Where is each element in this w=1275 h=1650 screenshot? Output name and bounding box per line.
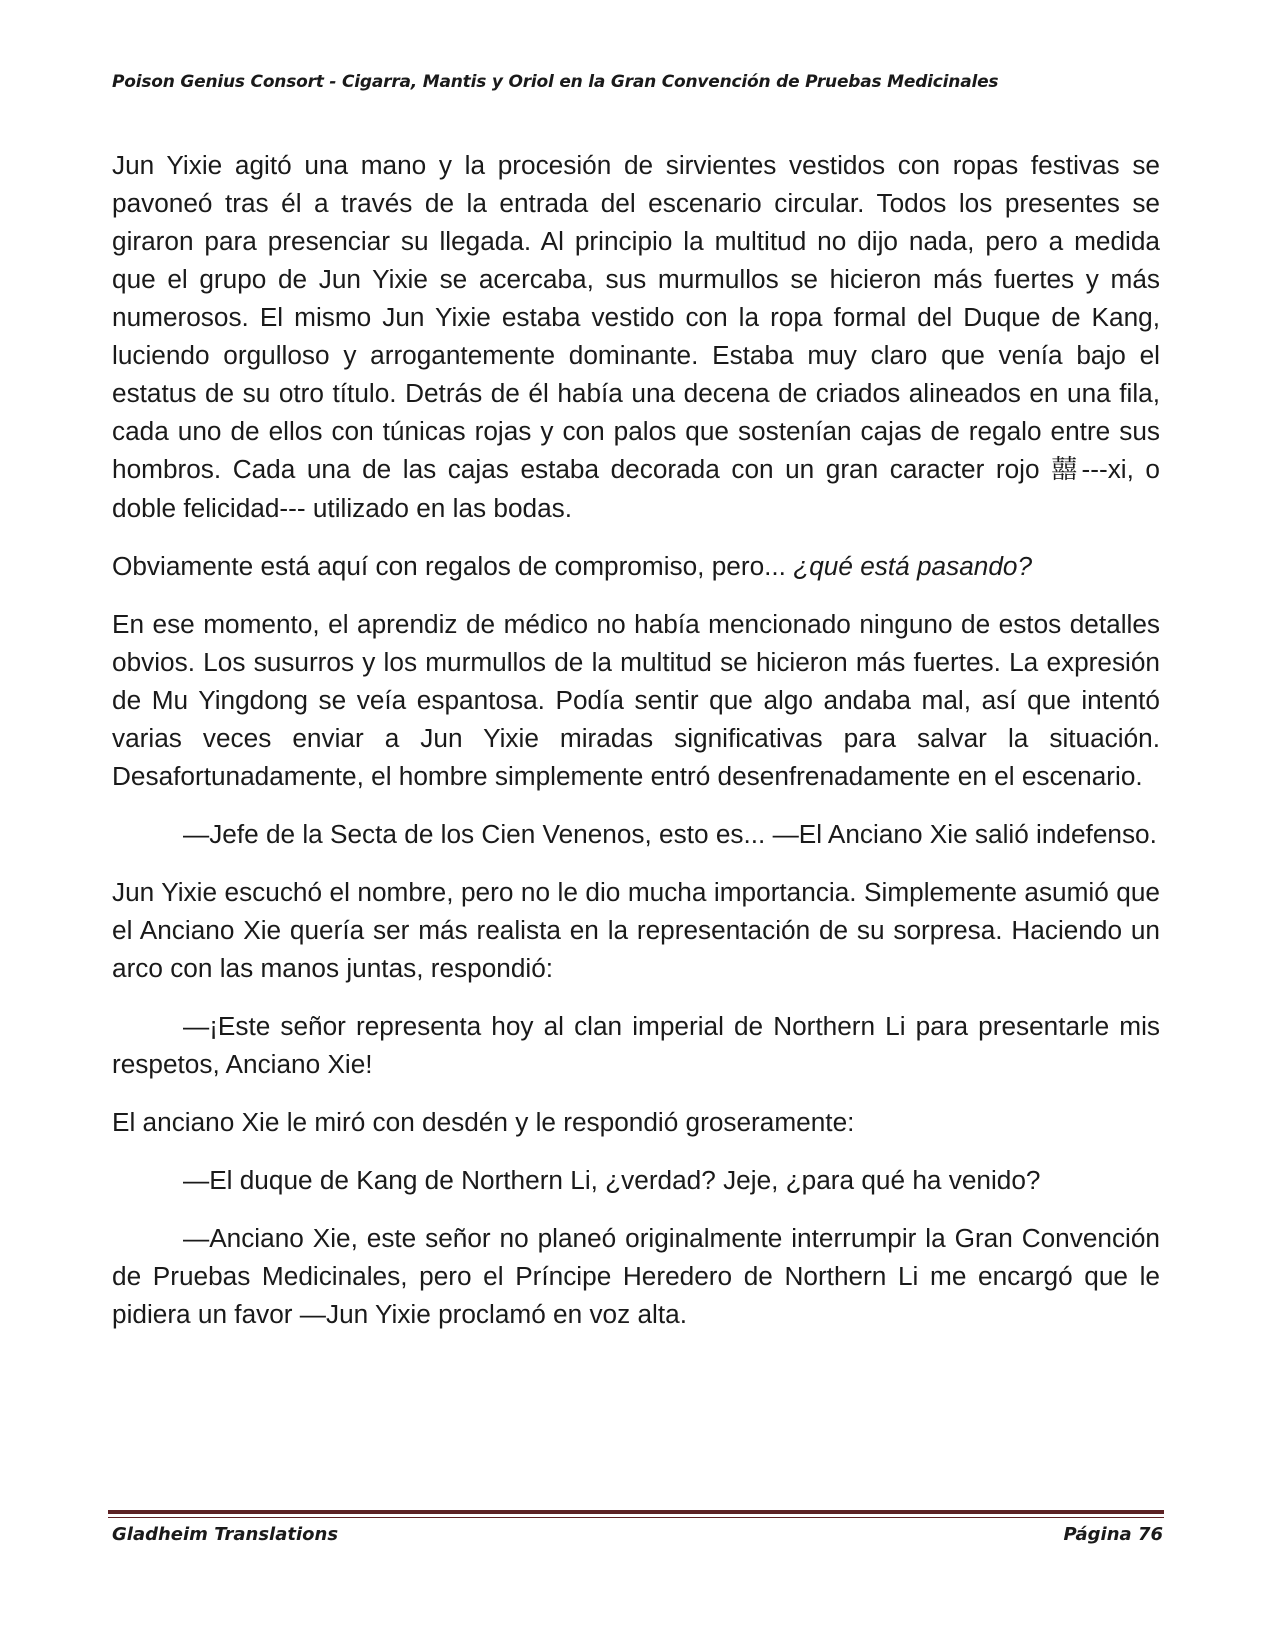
footer-divider-thick [108,1510,1164,1514]
dialogue-jun-yixie-proclaim: —Anciano Xie, este señor no planeó originalmente interrumpir la Gran Convención de Pruebas Medicinales, pero el Príncipe Heredero de Northern Li me encargó que le pidiera un favor —Jun Yixie proclamó en voz alta. [112,1223,1160,1329]
paragraph-procession-end: ---xi, o doble felicidad--- utilizado en las bodas. [112,454,1160,523]
paragraph-elder-response: El anciano Xie le miró con desdén y le respondió groseramente: [112,1107,855,1137]
running-header: Poison Genius Consort - Cigarra, Mantis y Oriol en la Gran Convención de Pruebas Medicinales [112,72,999,92]
double-happiness-character: 囍 [1051,455,1082,485]
paragraph-bow: Jun Yixie escuchó el nombre, pero no le dio mucha importancia. Simplemente asumió que el Anciano Xie quería ser más realista en la representación de su sorpresa. Haciendo un arco con las manos juntas, respondió: [112,877,1160,983]
paragraph-thought [112,547,1160,585]
thought-plain-text: Obviamente está aquí con regalos de compromiso, pero... [112,551,794,581]
paragraph-crowd: En ese momento, el aprendiz de médico no había mencionado ninguno de estos detalles obvios. Los susurros y los murmullos de la multitud se hicieron más fuertes. La expresión de Mu Yingdong se veía espantosa. Podía sentir que algo andaba mal, así que intentó varias veces enviar a Jun Yixie miradas significativas para salvar la situación. Desafortunadamente, el hombre simplemente entró desenfrenadamente en el escenario. [112,609,1160,791]
dialogue-jun-yixie-greeting: —¡Este señor representa hoy al clan imperial de Northern Li para presentarle mis respetos, Anciano Xie! [112,1011,1160,1079]
page-body [112,146,1160,1353]
paragraph-procession-text: Jun Yixie agitó una mano y la procesión de sirvientes vestidos con ropas festivas se pavoneó tras él a través de la entrada del escenario circular. Todos los presentes se giraron para presenciar su llegada. Al principio la multitud no dijo nada, pero a medida que el grupo de Jun Yixie se acercaba, sus murmullos se hicieron más fuertes y más numerosos. El mismo Jun Yixie estaba vestido con la ropa formal del Duque de Kang, luciendo orgulloso y arrogantemente dominante. Estaba muy claro que venía bajo el estatus de su otro título. Detrás de él había una decena de criados alineados en una fila, cada uno de ellos con túnicas rojas y con palos que sostenían cajas de regalo entre sus hombros. Cada una de las cajas estaba decorada con un gran caracter rojo [112,150,1160,484]
thought-italic-text: ¿qué está pasando? [793,551,1033,581]
dialogue-elder-xie: —Jefe de la Secta de los Cien Venenos, esto es... —El Anciano Xie salió indefenso. [183,819,1157,849]
dialogue-elder-question: —El duque de Kang de Northern Li, ¿verdad? Jeje, ¿para qué ha venido? [183,1165,1041,1195]
footer-publisher: Gladheim Translations [112,1524,339,1545]
paragraph-procession [112,146,1160,527]
footer-page-number: Página 76 [1063,1524,1163,1545]
footer-divider-thin [108,1517,1164,1518]
